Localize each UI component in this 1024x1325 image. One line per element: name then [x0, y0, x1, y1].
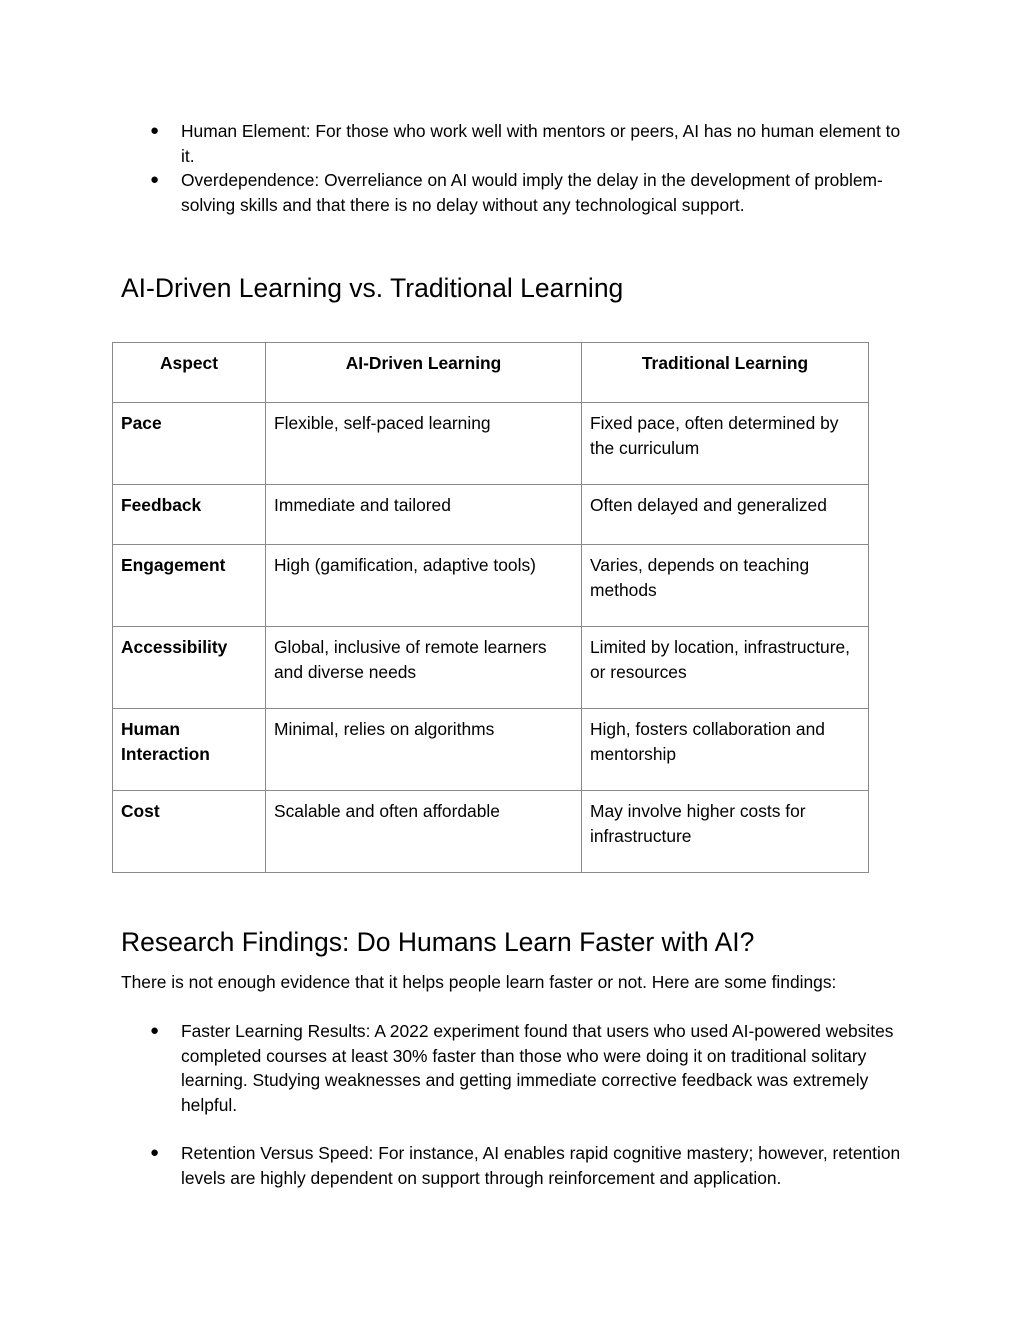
aspect-cell: Engagement: [113, 545, 266, 627]
list-item: [0, 1141, 1024, 1190]
ai-cell: High (gamification, adaptive tools): [266, 545, 582, 627]
bullet-text: Retention Versus Speed: For instance, AI enables rapid cognitive mastery; however, retention levels are highly dependent on support through reinforcement and application.: [181, 1143, 901, 1188]
traditional-cell: May involve higher costs for infrastructure: [582, 791, 869, 873]
aspect-cell: Cost: [113, 791, 266, 873]
list-item: [0, 1019, 1024, 1117]
traditional-cell: High, fosters collaboration and mentorship: [582, 709, 869, 791]
bullet-text: Faster Learning Results: A 2022 experiment found that users who used AI-powered websites completed courses at least 30% faster than those who were doing it on traditional solitary learning. Studying weaknesses and getting immediate corrective feedback was extremely helpful.: [181, 1021, 894, 1115]
bullet-icon: ●: [150, 122, 160, 139]
research-heading: Research Findings: Do Humans Learn Faster with AI?: [121, 927, 755, 957]
bullet-icon: ●: [150, 171, 160, 188]
aspect-cell: Human Interaction: [113, 709, 266, 791]
aspect-cell: Feedback: [113, 485, 266, 545]
column-header-ai: AI-Driven Learning: [266, 343, 582, 403]
bullet-text: Human Element: For those who work well with mentors or peers, AI has no human element to it.: [181, 121, 901, 166]
top-bullet-list: [0, 119, 1024, 217]
ai-cell: Minimal, relies on algorithms: [266, 709, 582, 791]
traditional-cell: Fixed pace, often determined by the curriculum: [582, 403, 869, 485]
ai-cell: Global, inclusive of remote learners and diverse needs: [266, 627, 582, 709]
research-bullet-list: [0, 1019, 1024, 1214]
bullet-text: Overdependence: Overreliance on AI would imply the delay in the development of problem-solving skills and that there is no delay without any technological support.: [181, 170, 883, 215]
aspect-cell: Pace: [113, 403, 266, 485]
table-row: [113, 403, 869, 485]
table-row: [113, 627, 869, 709]
comparison-table: [112, 342, 869, 873]
column-header-aspect: Aspect: [113, 343, 266, 403]
table-row: [113, 709, 869, 791]
table-row: [113, 791, 869, 873]
bullet-icon: ●: [150, 1144, 160, 1161]
ai-cell: Immediate and tailored: [266, 485, 582, 545]
comparison-heading: AI-Driven Learning vs. Traditional Learning: [121, 273, 624, 303]
traditional-cell: Often delayed and generalized: [582, 485, 869, 545]
table-row: [113, 485, 869, 545]
aspect-cell: Accessibility: [113, 627, 266, 709]
column-header-traditional: Traditional Learning: [582, 343, 869, 403]
traditional-cell: Limited by location, infrastructure, or resources: [582, 627, 869, 709]
list-item: [0, 168, 1024, 217]
table-header-row: [113, 343, 869, 403]
table-row: [113, 545, 869, 627]
research-intro: There is not enough evidence that it helps people learn faster or not. Here are some findings:: [121, 972, 837, 992]
bullet-icon: ●: [150, 1022, 160, 1039]
traditional-cell: Varies, depends on teaching methods: [582, 545, 869, 627]
list-item: [0, 119, 1024, 168]
ai-cell: Scalable and often affordable: [266, 791, 582, 873]
ai-cell: Flexible, self-paced learning: [266, 403, 582, 485]
